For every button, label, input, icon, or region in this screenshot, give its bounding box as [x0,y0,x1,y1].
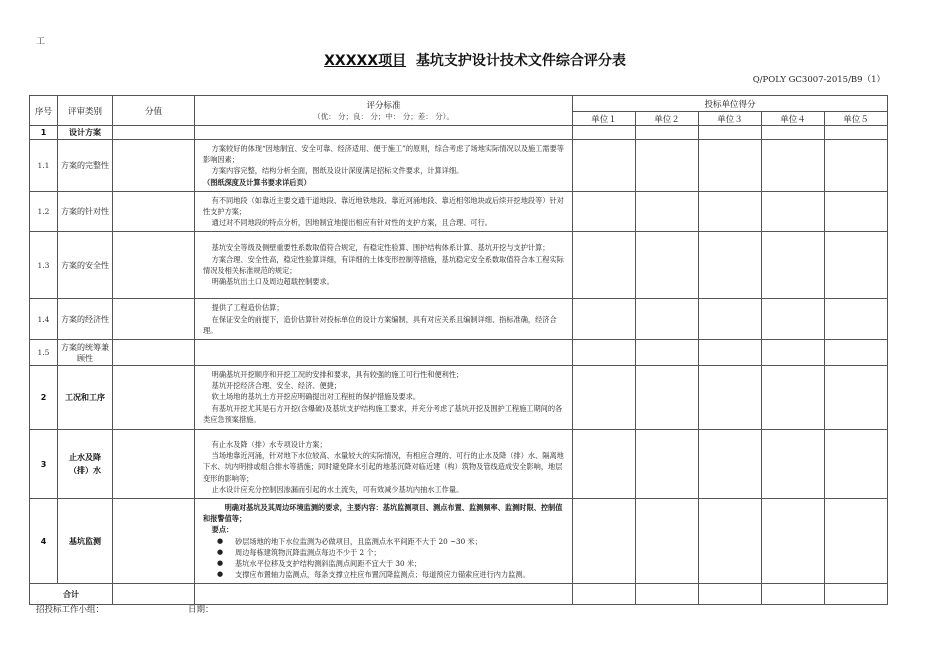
unit-score-cell[interactable] [825,232,888,299]
unit-score-cell[interactable] [825,140,888,192]
form-name: 基坑支护设计技术文件综合评分表 [415,53,626,69]
row-no: 1.4 [30,299,58,340]
unit-score-cell[interactable] [825,299,888,340]
row-no: 3 [30,430,58,499]
row-category: 方案的统筹兼顾性 [58,340,113,366]
score-cell[interactable] [113,499,195,584]
header-unit-1: 单位１ [573,112,636,126]
list-item: ● 周边每栋建筑物沉降监测点每边不少于 2 个； [235,547,566,558]
corner-mark: 工 [36,37,46,47]
row-no: 4 [30,499,58,584]
standard-cell [195,430,573,499]
unit-score-cell[interactable] [699,430,762,499]
standard-text: 有基坑开挖尤其是石方开挖(含爆破)及基坑支护结构施工要求，并充分考虑了基坑开挖及围护工程施工期间的各类应急预案措施。 [203,403,563,424]
unit-score-cell[interactable] [699,191,762,232]
row-no: 1.5 [30,340,58,366]
table-row [30,340,888,366]
header-unit-5: 单位５ [825,112,888,126]
unit-score-cell[interactable] [636,340,699,366]
unit-score-cell[interactable] [762,430,825,499]
unit-score-cell[interactable] [699,299,762,340]
score-cell[interactable] [113,140,195,192]
table-row [30,232,888,299]
table-row [30,499,888,584]
footer-date-label: 日期： [188,605,214,615]
unit-score-cell[interactable] [762,299,825,340]
row-category: 方案的针对性 [58,191,113,232]
list-item: ● 砂层场地的地下水位监测为必做项目，且监测点水平间距不大于 20 ~30 米； [235,536,566,547]
unit-total-cell[interactable] [636,584,699,605]
unit-score-cell[interactable] [825,340,888,366]
monitoring-points-list [203,536,566,581]
row-no: 1.2 [30,191,58,232]
unit-total-cell[interactable] [825,584,888,605]
standard-text: 有不同地段（如靠近主要交通干道地段、靠近地铁地段、靠近河涌地段、靠近相邻地块或后续开挖地段等）针对性支护方案； [203,195,564,217]
standard-text: 方案内容完整，结构分析全面，图纸及设计深度满足招标文件要求，计算详细。（图纸深度及计算书要求详后页） [203,166,464,187]
unit-score-cell[interactable] [762,140,825,192]
key-points-label: 要点： [211,525,234,535]
standard-cell [195,126,573,140]
unit-score-cell[interactable] [573,140,636,192]
unit-score-cell[interactable] [825,126,888,140]
standard-cell [195,140,573,192]
footer-group-label: 招投标工作小组： [36,605,105,615]
unit-score-cell[interactable] [825,430,888,499]
standard-cell [195,232,573,299]
unit-score-cell[interactable] [636,232,699,299]
header-seq: 序号 [30,96,58,126]
row-no: 1 [30,126,58,140]
project-name: XXXXX项目 [324,53,407,69]
standard-text: 止水设计应充分控制因渗漏而引起的水土流失，可有效减少基坑内抽水工作量。 [211,484,464,494]
row-category: 工况和工序 [58,366,113,430]
header-unit-4: 单位４ [762,112,825,126]
unit-score-cell[interactable] [825,366,888,430]
header-standard-title: 评分标准 [366,101,401,111]
standard-text: 当场地靠近河涌，针对地下水位较高、水量较大的实际情况，有相应合理的、可行的止水及降（排）水、隔离地下水、坑内明排或组合排水等措施；同时避免降水引起的地基沉降对临近建（构）筑物及管线造成安全影响，地层变形的影响等； [203,451,564,483]
standard-text: 明确基坑出土口及周边超载控制要求。 [211,277,334,287]
unit-score-cell[interactable] [573,299,636,340]
header-unit-3: 单位３ [699,112,762,126]
standard-cell [195,340,573,366]
drawing-requirement-note: （图纸深度及计算书要求详后页） [203,177,311,187]
unit-score-cell[interactable] [636,126,699,140]
score-cell[interactable] [113,340,195,366]
total-row [30,584,888,605]
unit-total-cell[interactable] [762,584,825,605]
standard-cell [195,584,573,605]
unit-score-cell[interactable] [573,366,636,430]
unit-total-cell[interactable] [573,584,636,605]
header-score: 分值 [113,96,195,126]
unit-score-cell[interactable] [636,366,699,430]
unit-score-cell[interactable] [825,191,888,232]
standard-text: 明确基坑开挖顺序和开挖工况的安排和要求，具有较强的施工可行性和便利性； [211,370,464,380]
row-no: 1.3 [30,232,58,299]
unit-score-cell[interactable] [762,366,825,430]
unit-score-cell[interactable] [699,126,762,140]
unit-score-cell[interactable] [762,499,825,584]
standard-text: 方案较好的体现“因地制宜、安全可靠、经济适用、便于施工”的原则，综合考虑了场地实际情况以及施工需要等影响因素； [203,144,564,165]
unit-total-cell[interactable] [699,584,762,605]
unit-score-cell[interactable] [636,191,699,232]
unit-score-cell[interactable] [573,191,636,232]
standard-text: 基坑开挖经济合理、安全、经济、便捷； [211,381,342,391]
document-code: Q/POLY GC3007-2015/B9（1） [752,75,885,85]
unit-score-cell[interactable] [636,499,699,584]
row-category: 基坑监测 [58,499,113,584]
unit-score-cell[interactable] [699,366,762,430]
score-cell[interactable] [113,126,195,140]
score-cell[interactable] [113,430,195,499]
row-category: 方案的完整性 [58,140,113,192]
total-label: 合计 [30,584,113,605]
table-row [30,366,888,430]
unit-score-cell[interactable] [573,499,636,584]
list-item: ● 支撑应布置轴力监测点，每条支撑立柱应布置沉降监测点；每道预应力锚索应进行内力监测。 [235,569,566,580]
monitoring-requirement: 明确对基坑及其周边环境监测的要求，主要内容：基坑监测项目、测点布置、监测频率、监测时限、控制值和报警值等； [203,503,563,524]
score-cell[interactable] [113,299,195,340]
header-standard-sub: （优： 分；良： 分；中： 分；差： 分）。 [313,112,454,121]
unit-score-cell[interactable] [699,499,762,584]
row-category: 设计方案 [58,126,113,140]
standard-text: 提供了工程造价估算； [211,303,284,313]
list-item: ● 基坑水平位移及支护结构测斜监测点间距不宜大于 30 米； [235,558,566,569]
standard-text: 软土场地的基坑土方开挖应明确提出对工程桩的保护措施及要求。 [211,392,421,402]
unit-score-cell[interactable] [573,430,636,499]
table-row [30,126,888,140]
header-unit-2: 单位２ [636,112,699,126]
table-row [30,140,888,192]
standard-text: 有止水及降（排）水专项设计方案； [211,440,327,450]
row-no: 2 [30,366,58,430]
score-cell[interactable] [113,366,195,430]
score-cell[interactable] [113,232,195,299]
row-category: 方案的经济性 [58,299,113,340]
unit-score-cell[interactable] [573,232,636,299]
table-row [30,299,888,340]
unit-score-cell[interactable] [636,430,699,499]
standard-cell [195,366,573,430]
unit-score-cell[interactable] [762,340,825,366]
unit-score-cell[interactable] [699,140,762,192]
unit-score-cell[interactable] [699,232,762,299]
unit-score-cell[interactable] [636,299,699,340]
unit-score-cell[interactable] [762,232,825,299]
score-cell[interactable] [113,191,195,232]
header-category: 评审类别 [58,96,113,126]
standard-cell [195,191,573,232]
table-row [30,191,888,232]
standard-text: 在保证安全的前提下，造价估算针对投标单位的设计方案编制，具有对应关系且编制详细、指标准确，经济合理。 [203,314,557,335]
header-standard [195,96,573,126]
header-bidder-score: 投标单位得分 [573,96,888,112]
scoring-table [29,95,888,605]
standard-text: 基坑安全等级及侧壁重要性系数取值符合规定，有稳定性验算、围护结构体系计算、基坑开挖与支护计算； [211,243,550,253]
standard-text: 方案合理、安全性高，稳定性验算详细，有详细的土体变形控制等措施，基坑稳定安全系数取值符合本工程实际情况及相关标准规范的规定； [203,254,564,275]
unit-score-cell[interactable] [573,340,636,366]
standard-text: 通过对不同地段的特点分析，因地制宜地提出相应有针对性的支护方案，且合理、可行。 [211,218,492,228]
row-no: 1.1 [30,140,58,192]
row-category: 方案的安全性 [58,232,113,299]
unit-score-cell[interactable] [573,126,636,140]
page-title [0,50,950,70]
unit-score-cell[interactable] [762,126,825,140]
unit-score-cell[interactable] [699,340,762,366]
unit-score-cell[interactable] [762,191,825,232]
unit-score-cell[interactable] [825,499,888,584]
standard-cell [195,499,573,584]
table-row [30,430,888,499]
row-category: 止水及降（排）水 [58,430,113,499]
standard-cell [195,299,573,340]
total-score-cell[interactable] [113,584,195,605]
unit-score-cell[interactable] [636,140,699,192]
